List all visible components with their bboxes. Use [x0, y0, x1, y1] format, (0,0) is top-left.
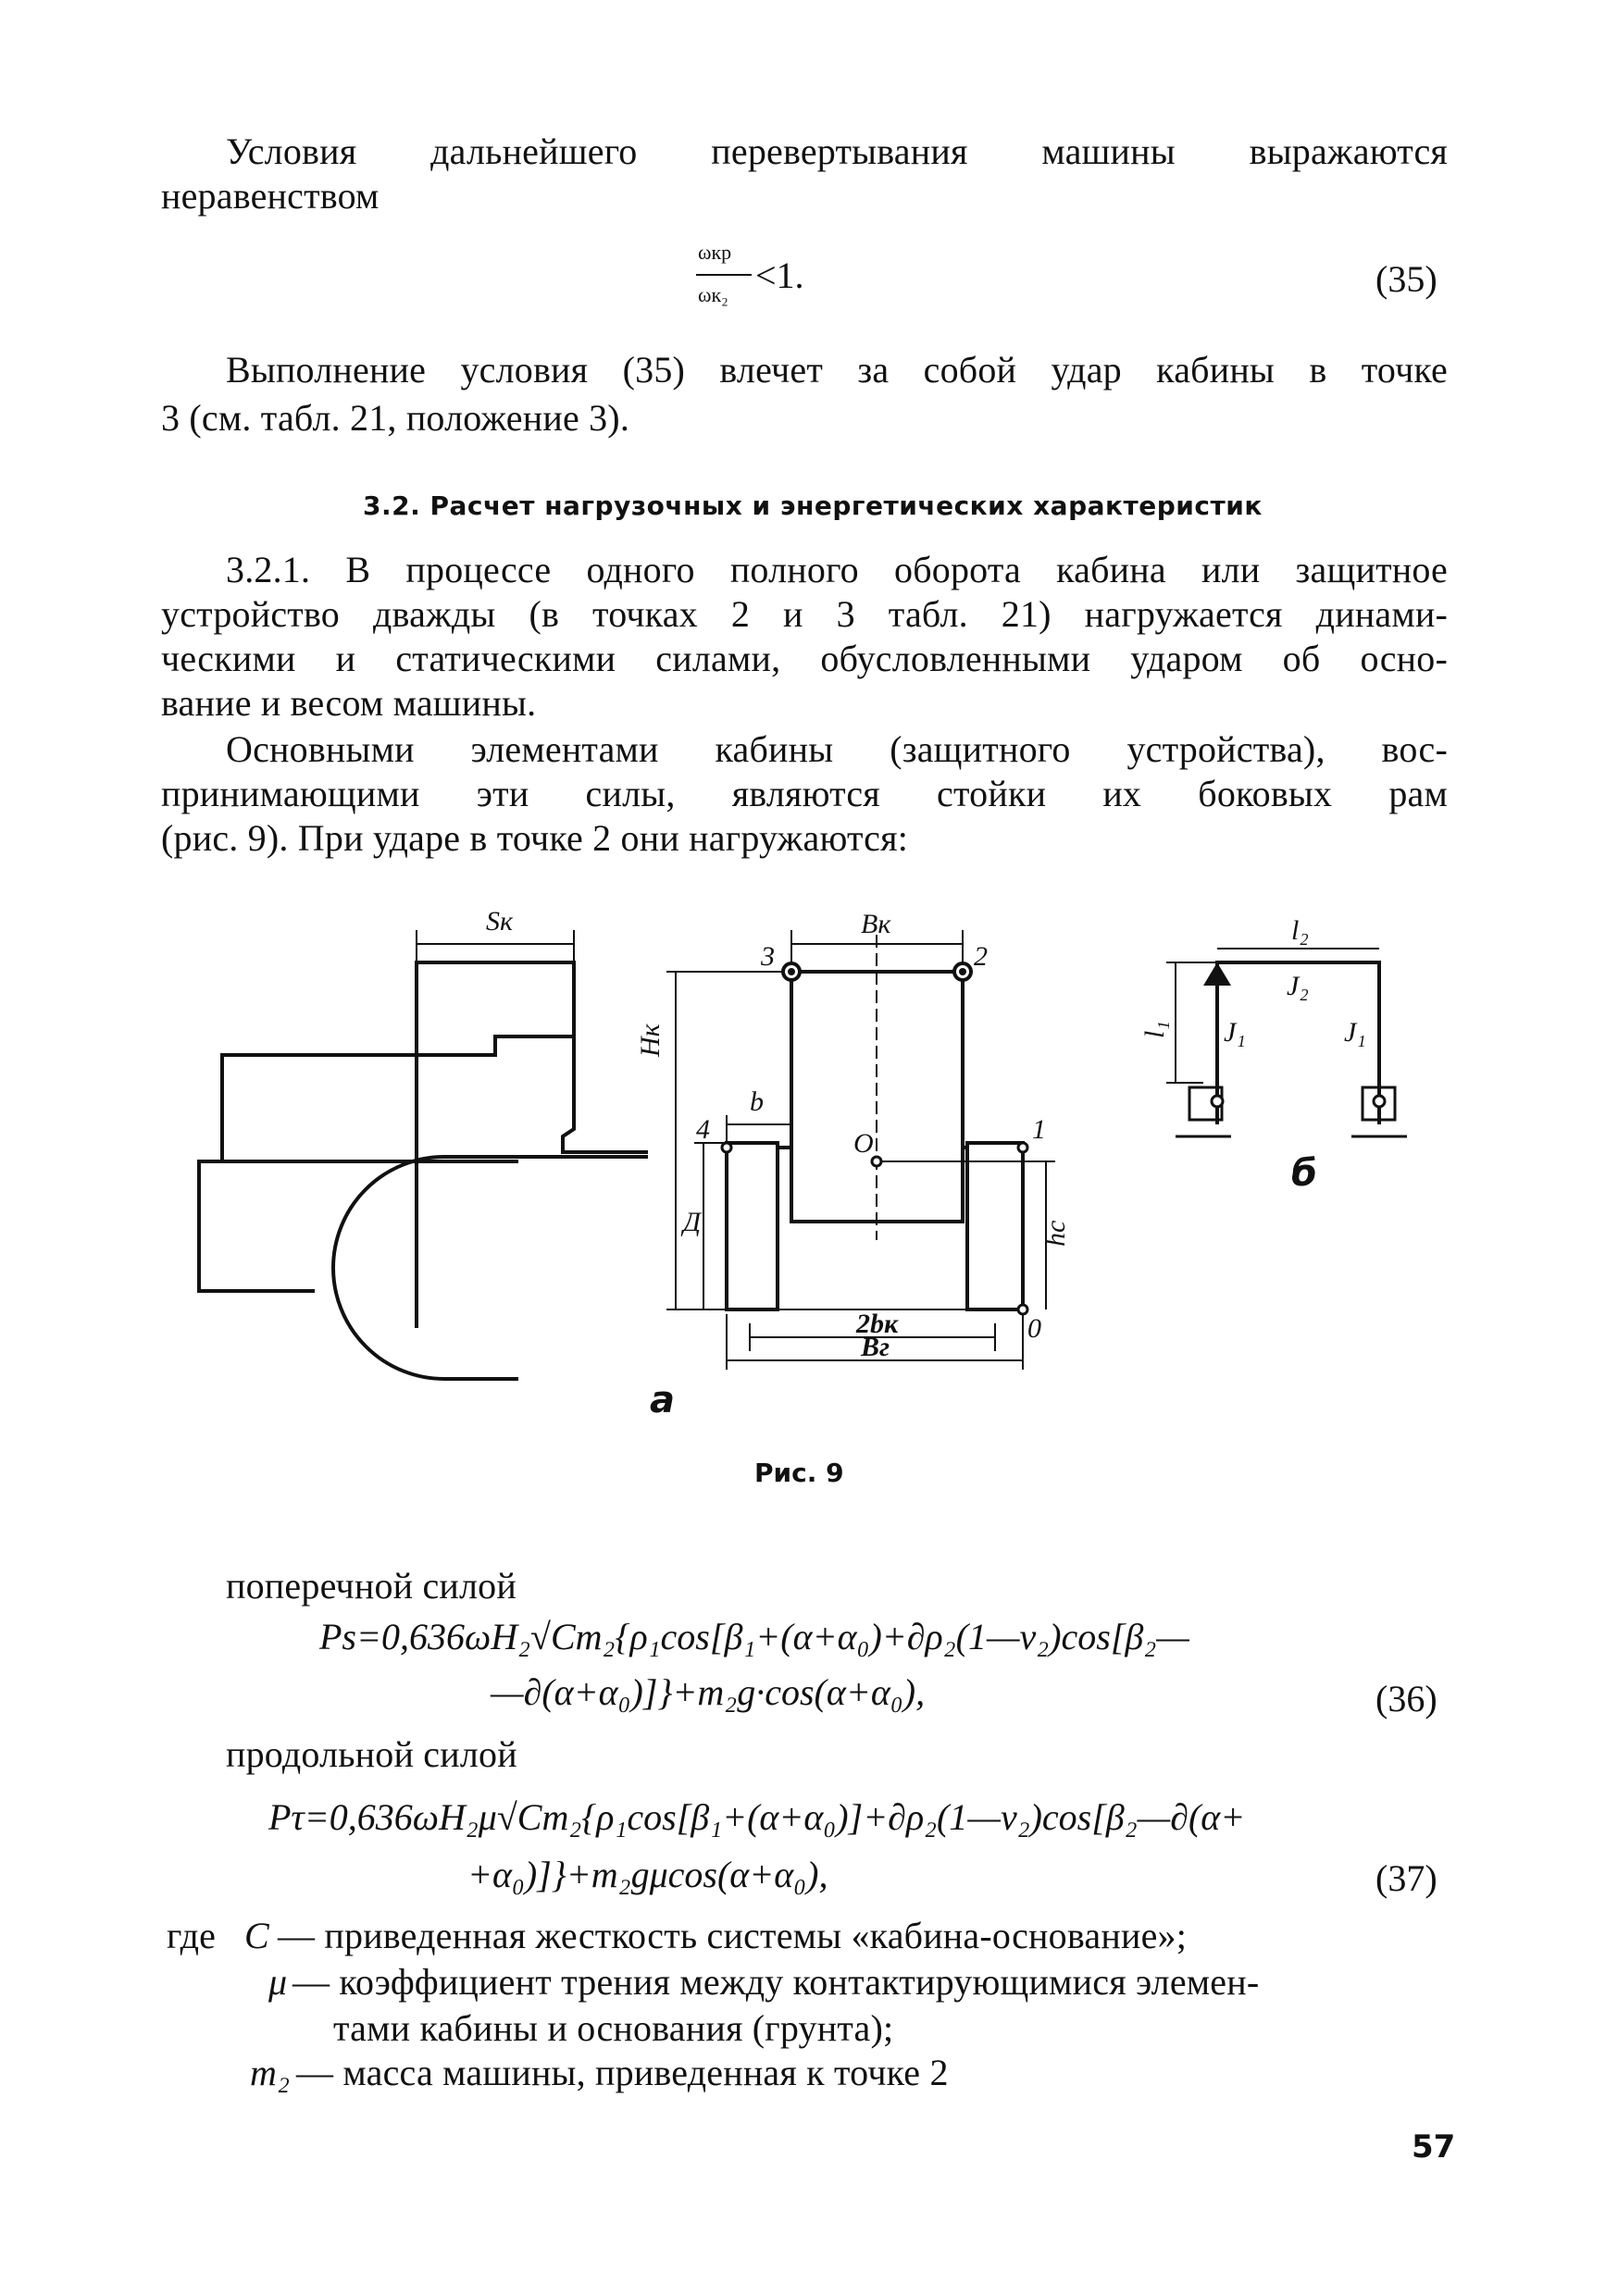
- longitudinal-force-label: продольной силой: [226, 1733, 517, 1775]
- equation-number-37: (37): [1375, 1857, 1438, 1899]
- figure-caption: Рис. 9: [754, 1458, 844, 1488]
- label-l1: l₁: [1139, 1021, 1170, 1038]
- paragraph-3-line-4: вание и весом машины.: [161, 682, 537, 724]
- def-text-m2: — масса машины, приведенная к точке 2: [296, 2052, 949, 2093]
- label-j1-right: J₁: [1344, 1017, 1366, 1048]
- label-l2: l₂: [1291, 915, 1309, 946]
- front-view-left-post: [727, 1143, 778, 1309]
- label-point-3: 3: [761, 941, 775, 972]
- paragraph-3-line-1: 3.2.1. В процессе одного полного оборота кабина или защитное: [226, 549, 1448, 590]
- label-b: b: [750, 1086, 764, 1117]
- label-bk: Bк: [861, 909, 891, 939]
- def-symbol-mu: μ: [268, 1961, 288, 2003]
- equation-37-line-2: +α₀)]}+m₂gμcos(α+α₀),: [467, 1854, 828, 1895]
- def-text-c: — приведенная жесткость системы «кабина-основание»;: [278, 1915, 1188, 1956]
- paragraph-4-line-1: Основными элементами кабины (защитного устройства), вос-: [226, 728, 1448, 770]
- label-j2: J₂: [1287, 971, 1309, 1001]
- section-heading: 3.2. Расчет нагрузочных и энергетических характеристик: [363, 490, 1263, 521]
- fraction-denominator: ωк₂: [698, 283, 728, 306]
- label-sk: Sк: [486, 906, 514, 937]
- figure-sublabel-b: б: [1291, 1152, 1317, 1195]
- paragraph-3-line-3: ческими и статическими силами, обусловленными ударом об осно-: [161, 638, 1448, 679]
- label-hk: Hк: [635, 1024, 666, 1057]
- paragraph-4-line-2: принимающими эти силы, являются стойки их боковых рам: [161, 773, 1448, 814]
- paragraph-4-line-3: (рис. 9). При ударе в точке 2 они нагружаются:: [161, 817, 909, 859]
- fraction-bar: [696, 274, 752, 276]
- def-text-mu-cont: тами кабины и основания (грунта);: [333, 2007, 894, 2049]
- inequality-35: [694, 241, 842, 324]
- paragraph-2-line-2: 3 (см. табл. 21, положение 3).: [161, 397, 630, 439]
- equation-36-line-2: —∂(α+α₀)]}+m₂g·cos(α+α₀),: [491, 1671, 926, 1713]
- label-zero: 0: [1027, 1313, 1041, 1344]
- label-j1-left: J₁: [1224, 1017, 1246, 1048]
- paragraph-1-line-2: неравенством: [161, 175, 380, 217]
- equation-number-35: (35): [1375, 258, 1438, 300]
- paragraph-3-line-2: устройство дважды (в точках 2 и 3 табл. 21) нагружается динами-: [161, 593, 1448, 635]
- label-point-2: 2: [974, 941, 988, 972]
- label-point-1: 1: [1032, 1114, 1046, 1145]
- page-number: 57: [1412, 2128, 1456, 2166]
- label-hc: hc: [1040, 1220, 1071, 1247]
- side-view-cab-outline: [199, 962, 574, 1328]
- def-symbol-c: C: [244, 1915, 269, 1956]
- equation-36-line-1: Ps=0,636ωH₂√Cm₂{ρ₁cos[β₁+(α+α₀)+∂ρ₂(1—ν₂)cos[β₂—: [319, 1616, 1189, 1657]
- label-d: Д: [683, 1207, 702, 1237]
- fraction-numerator: ωкр: [698, 241, 732, 264]
- paragraph-1-line-1: Условия дальнейшего перевертывания машины выражаются: [226, 130, 1448, 172]
- paragraph-2-line-1: Выполнение условия (35) влечет за собой удар кабины в точке: [226, 349, 1448, 391]
- figure-sublabel-a: а: [650, 1379, 675, 1421]
- side-view-wheel: [333, 1157, 648, 1379]
- equation-37-line-1: Pτ=0,636ωH₂μ√Cm₂{ρ₁cos[β₁+(α+α₀)]+∂ρ₂(1—ν₂)cos[β₂—∂(α+: [268, 1796, 1246, 1838]
- figure-9-diagram: [0, 888, 1618, 1462]
- label-bg: Bг: [861, 1332, 890, 1362]
- equation-number-36: (36): [1375, 1678, 1438, 1719]
- front-view-right-post: [967, 1143, 1023, 1309]
- label-2bk: 2bк: [856, 1309, 899, 1339]
- label-o: O: [853, 1128, 874, 1159]
- def-symbol-m2: m₂: [250, 2052, 291, 2093]
- def-text-mu: — коэффициент трения между контактирующимися элемен-: [292, 1961, 1260, 2003]
- transverse-force-label: поперечной силой: [226, 1565, 517, 1607]
- inequality-relation: <1.: [755, 254, 804, 296]
- label-point-4: 4: [696, 1114, 710, 1145]
- where-word: где: [167, 1915, 217, 1956]
